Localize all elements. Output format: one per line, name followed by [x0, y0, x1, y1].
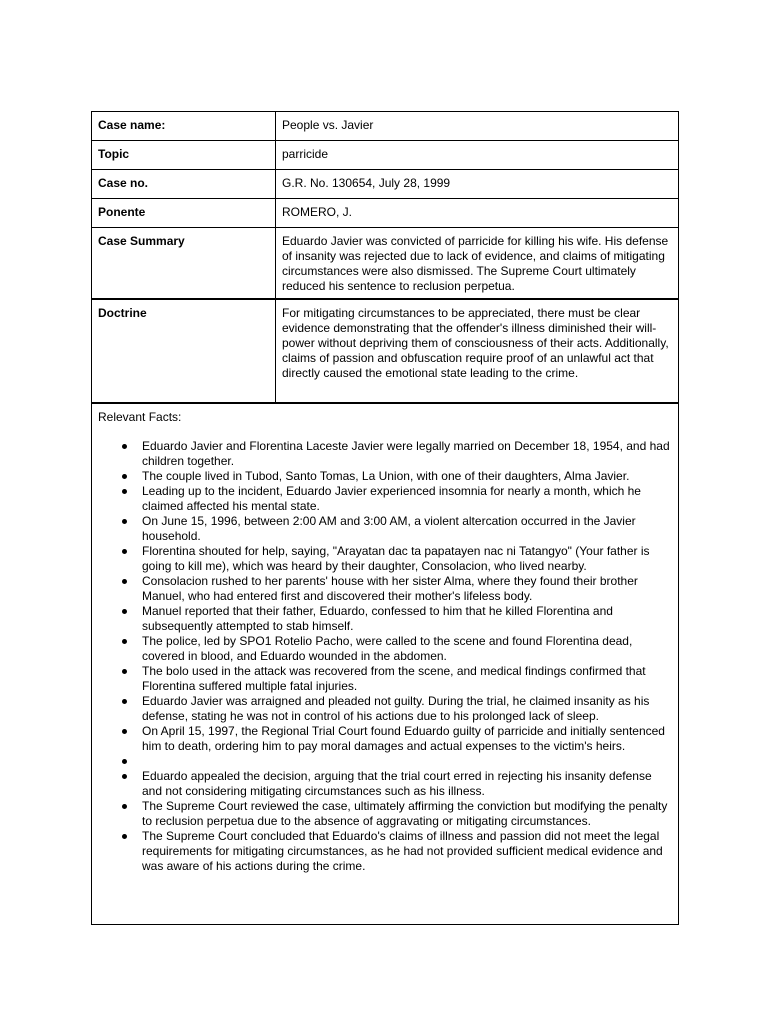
facts-list	[98, 439, 670, 874]
bullet-icon	[122, 804, 127, 809]
bullet-icon	[122, 519, 127, 524]
fact-text: Manuel reported that their father, Eduardo, confessed to him that he killed Florentina and subsequently attempted to stab himself.	[142, 604, 613, 633]
case-digest-table	[91, 111, 679, 925]
fact-item	[98, 604, 670, 634]
topic-label: Topic	[92, 141, 276, 169]
bullet-icon	[122, 579, 127, 584]
fact-item-empty	[98, 754, 670, 769]
case-name-value: People vs. Javier	[282, 118, 374, 132]
case-summary-row	[92, 228, 678, 300]
fact-item	[98, 469, 670, 484]
fact-item	[98, 664, 670, 694]
fact-item	[98, 439, 670, 469]
bullet-icon	[122, 549, 127, 554]
fact-item	[98, 634, 670, 664]
bullet-icon	[122, 699, 127, 704]
fact-item	[98, 544, 670, 574]
case-no-value: G.R. No. 130654, July 28, 1999	[282, 176, 451, 190]
fact-text: Eduardo appealed the decision, arguing that the trial court erred in rejecting his insanity defense and not considering mitigating circumstances such as his illness.	[142, 769, 652, 798]
relevant-facts-section	[92, 404, 678, 924]
fact-item	[98, 799, 670, 829]
fact-text: The Supreme Court concluded that Eduardo's claims of illness and passion did not meet the legal requirements for mitigating circumstances, as he had not provided sufficient medical evidence and was aware of his actions during the crime.	[142, 829, 663, 873]
bullet-icon	[122, 474, 127, 479]
bullet-icon	[122, 639, 127, 644]
doctrine-label: Doctrine	[92, 300, 276, 402]
case-no-row	[92, 170, 678, 199]
fact-item	[98, 694, 670, 724]
fact-item	[98, 574, 670, 604]
topic-row	[92, 141, 678, 170]
case-name-row	[92, 112, 678, 141]
fact-text: The bolo used in the attack was recovered from the scene, and medical findings confirmed that Florentina suffered multiple fatal injuries.	[142, 664, 646, 693]
bullet-icon	[122, 729, 127, 734]
fact-item	[98, 484, 670, 514]
fact-text: Leading up to the incident, Eduardo Javier experienced insomnia for nearly a month, which he claimed affected his mental state.	[142, 484, 641, 513]
doctrine-value: For mitigating circumstances to be appreciated, there must be clear evidence demonstrating that the offender's illness diminished their will-power without depriving them of consciousness of their acts. Additionally, claims of passion and obfuscation require proof of an unlawful act that directly caused the emotional state leading to the crime.	[282, 306, 669, 380]
fact-text: Eduardo Javier was arraigned and pleaded not guilty. During the trial, he claimed insanity as his defense, stating he was not in control of his actions due to his prolonged lack of sleep.	[142, 694, 650, 723]
fact-text: The police, led by SPO1 Rotelio Pacho, were called to the scene and found Florentina dead, covered in blood, and Eduardo wounded in the abdomen.	[142, 634, 633, 663]
case-name-label: Case name:	[92, 112, 276, 140]
bullet-icon	[122, 774, 127, 779]
doctrine-row	[92, 300, 678, 404]
case-no-label: Case no.	[92, 170, 276, 198]
bullet-icon	[122, 489, 127, 494]
relevant-facts-heading: Relevant Facts:	[98, 410, 182, 424]
case-summary-label: Case Summary	[92, 228, 276, 298]
fact-item	[98, 769, 670, 799]
ponente-label: Ponente	[92, 199, 276, 227]
topic-value: parricide	[282, 147, 329, 161]
fact-text: Florentina shouted for help, saying, "Arayatan dac ta papatayen nac ni Tatangyo" (Your father is going to kill me), which was heard by their daughter, Consolacion, who lived nearby.	[142, 544, 650, 573]
bullet-icon	[122, 609, 127, 614]
bullet-icon	[122, 669, 127, 674]
bullet-icon	[122, 444, 127, 449]
ponente-value: ROMERO, J.	[282, 205, 353, 219]
case-summary-value: Eduardo Javier was convicted of parricide for killing his wife. His defense of insanity was rejected due to lack of evidence, and claims of mitigating circumstances were also dismissed. The Supreme Court ultimately reduced his sentence to reclusion perpetua.	[282, 234, 669, 293]
fact-text: Consolacion rushed to her parents' house with her sister Alma, where they found their brother Manuel, who had entered first and discovered their mother's lifeless body.	[142, 574, 638, 603]
bullet-icon	[122, 759, 127, 764]
fact-item	[98, 724, 670, 754]
fact-text: On April 15, 1997, the Regional Trial Court found Eduardo guilty of parricide and initially sentenced him to death, ordering him to pay moral damages and actual expenses to the victim's heirs.	[142, 724, 665, 753]
fact-item	[98, 514, 670, 544]
ponente-row	[92, 199, 678, 228]
fact-text: On June 15, 1996, between 2:00 AM and 3:00 AM, a violent altercation occurred in the Javier household.	[142, 514, 636, 543]
fact-text: Eduardo Javier and Florentina Laceste Javier were legally married on December 18, 1954, and had children together.	[142, 439, 670, 468]
fact-text: The Supreme Court reviewed the case, ultimately affirming the conviction but modifying the penalty to reclusion perpetua due to the absence of aggravating or mitigating circumstances.	[142, 799, 668, 828]
fact-item	[98, 829, 670, 874]
bullet-icon	[122, 834, 127, 839]
fact-text: The couple lived in Tubod, Santo Tomas, La Union, with one of their daughters, Alma Javier.	[142, 469, 630, 483]
